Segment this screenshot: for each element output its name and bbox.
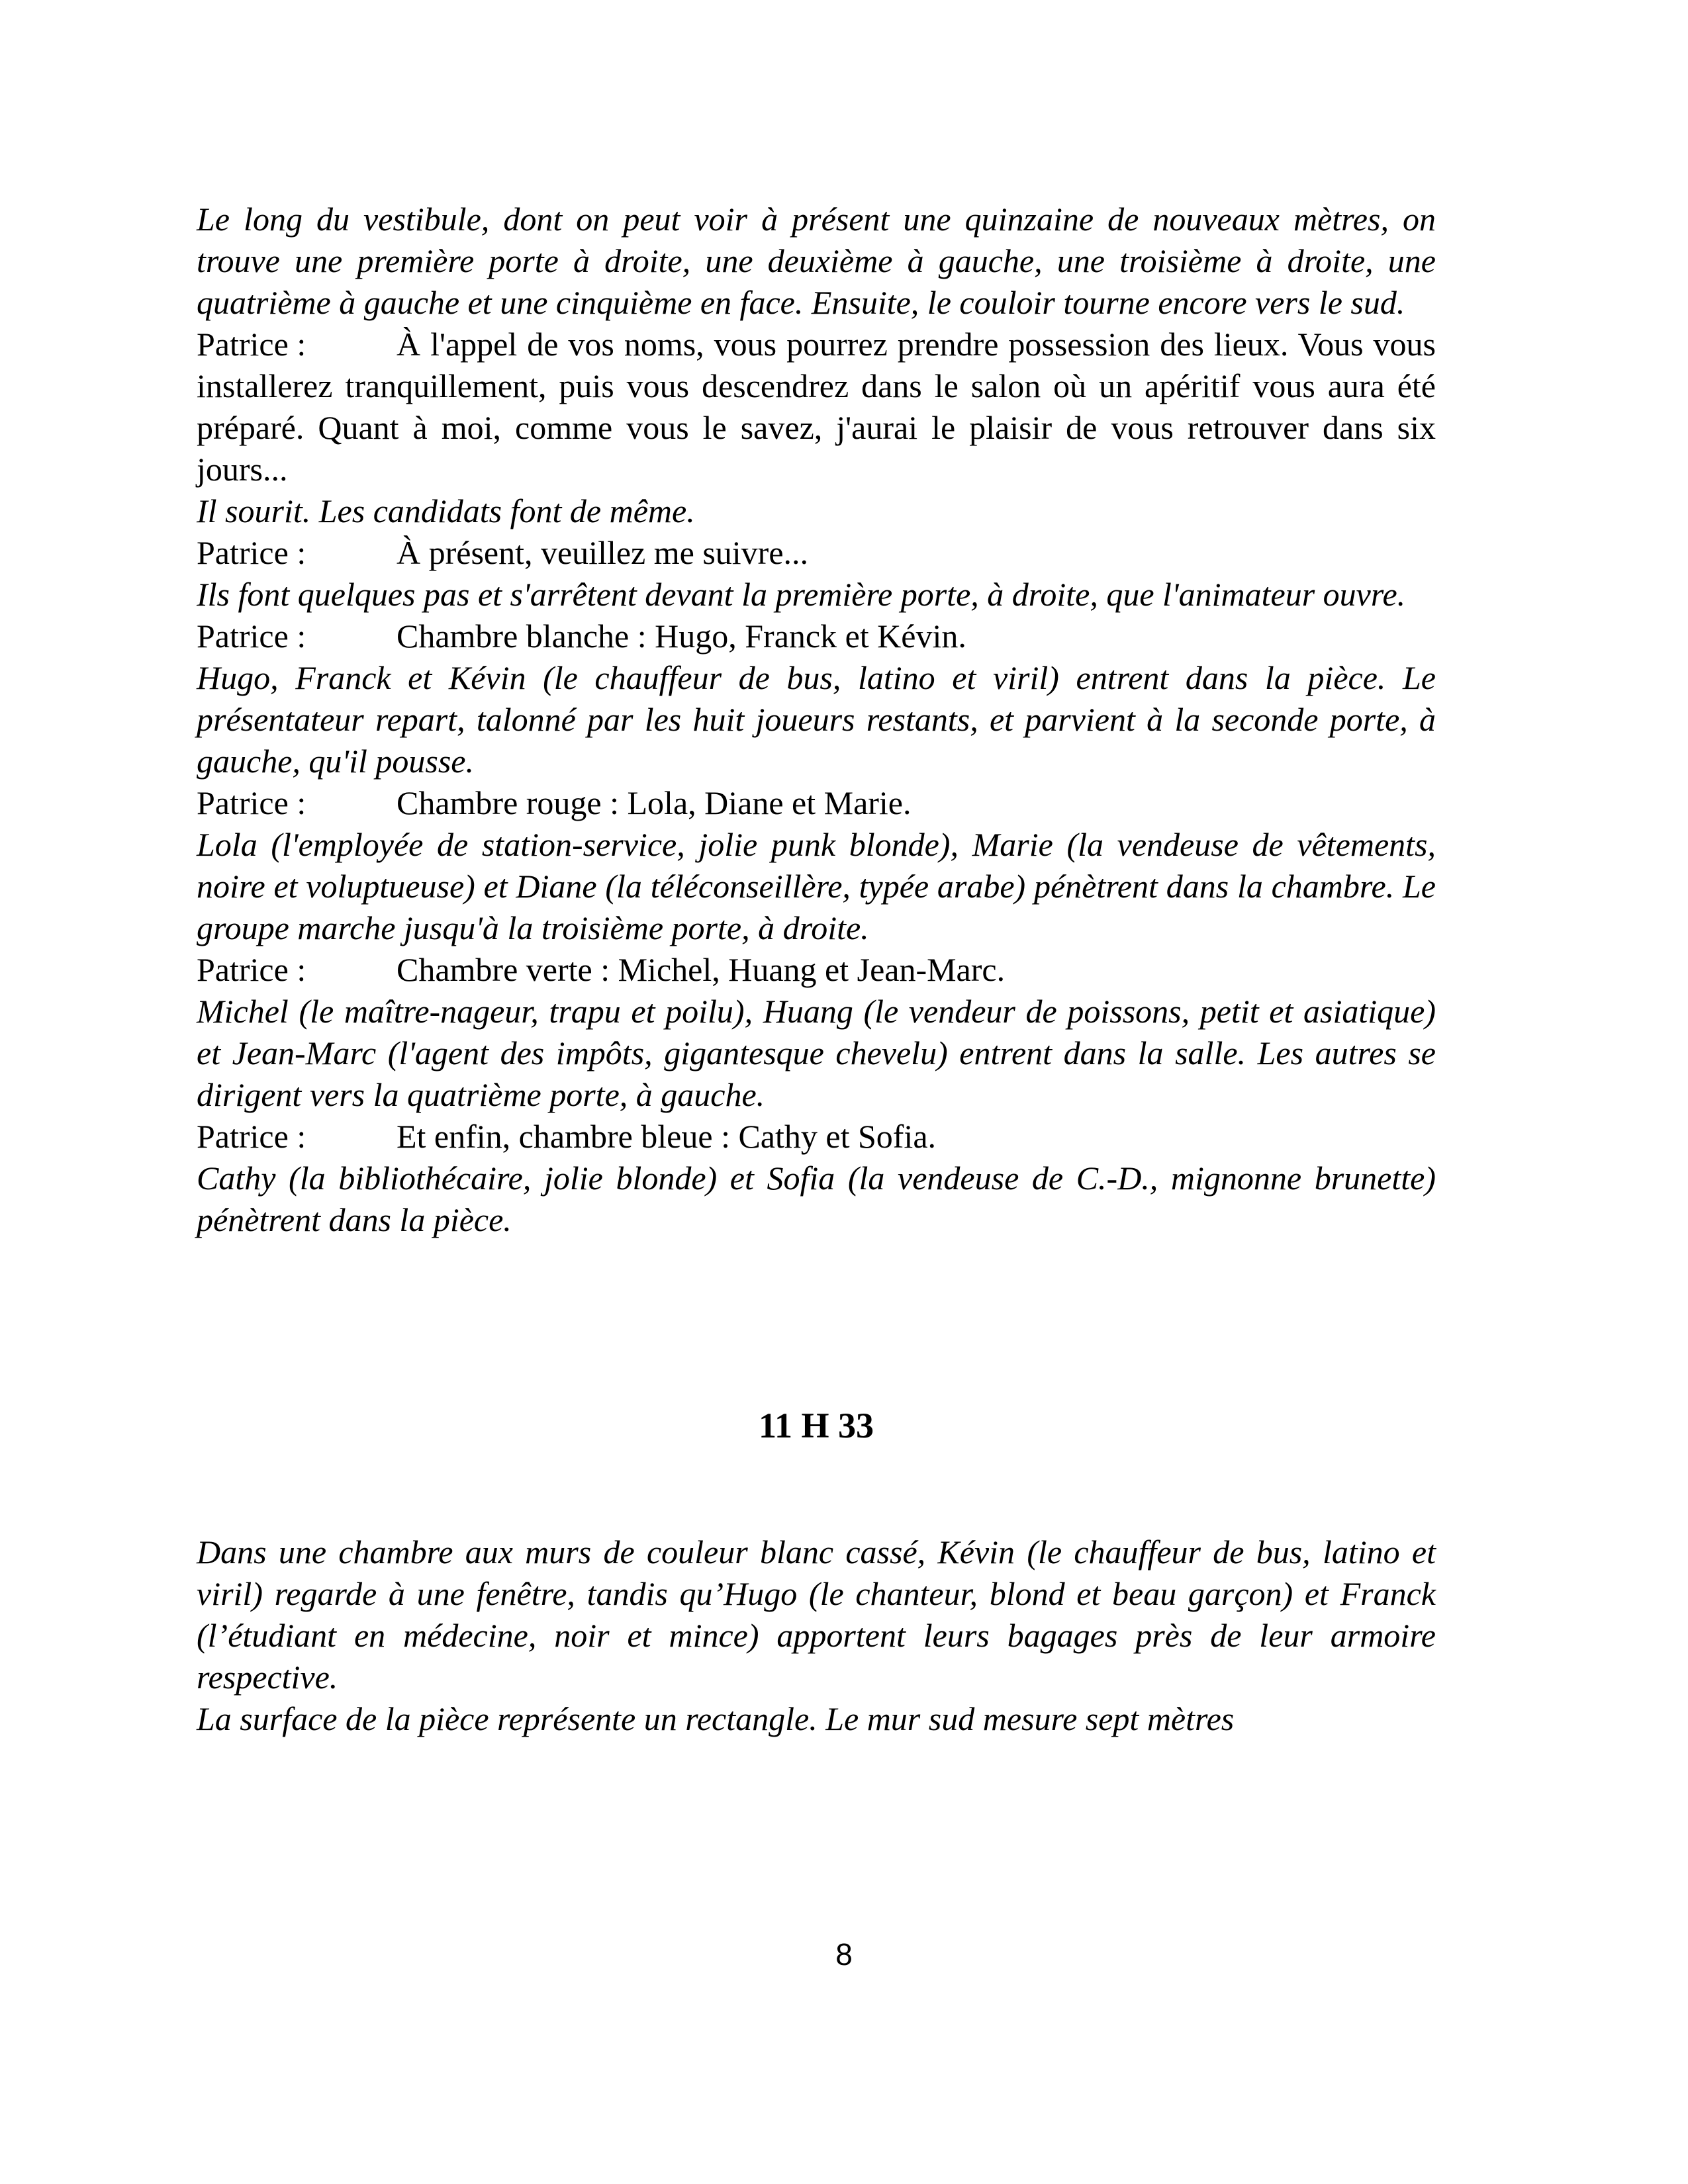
dialogue-line xyxy=(197,615,1436,657)
stage-direction: Michel (le maître-nageur, trapu et poilu), Huang (le vendeur de poissons, petit et asiatique) et Jean-Marc (l'agent des impôts, gigantesque chevelu) entrent dans la salle. Les autres se dirigent vers la quatrième porte, à gauche. xyxy=(197,993,1436,1113)
dialogue-line xyxy=(197,532,1436,574)
dialogue-text: À l'appel de vos noms, vous pourrez prendre possession des lieux. Vous vous installerez tranquillement, puis vous descendrez dans le salon où un apéritif vous aura été préparé. Quant à moi, comme vous le savez, j'aurai le plaisir de vous retrouver dans six jours... xyxy=(197,326,1436,488)
speaker-label: Patrice : xyxy=(197,784,306,821)
dialogue-text: Chambre verte : Michel, Huang et Jean-Marc. xyxy=(397,951,1006,988)
speaker-label: Patrice : xyxy=(197,617,306,655)
speaker-label: Patrice : xyxy=(197,1118,306,1155)
page-number: 8 xyxy=(835,1937,853,1972)
scene-time-heading: 11 H 33 xyxy=(758,1406,874,1445)
stage-direction: Lola (l'employée de station-service, jolie punk blonde), Marie (la vendeuse de vêtements, noire et voluptueuse) et Diane (la téléconseillère, typée arabe) pénètrent dans la chambre. Le groupe marche jusqu'à la troisième porte, à droite. xyxy=(197,826,1436,946)
dialogue-text: Chambre blanche : Hugo, Franck et Kévin. xyxy=(397,617,966,655)
stage-direction: Il sourit. Les candidats font de même. xyxy=(197,492,695,529)
dialogue-line xyxy=(197,1116,1436,1158)
stage-direction: Hugo, Franck et Kévin (le chauffeur de bus, latino et viril) entrent dans la pièce. Le présentateur repart, talonné par les huit joueurs restants, et parvient à la seconde porte, à gauche, qu'il pousse. xyxy=(197,659,1436,780)
stage-direction: Le long du vestibule, dont on peut voir à présent une quinzaine de nouveaux mètres, on trouve une première porte à droite, une deuxième à gauche, une troisième à droite, une quatrième à gauche et une cinquième en face. Ensuite, le couloir tourne encore vers le sud. xyxy=(197,201,1436,321)
stage-direction: Ils font quelques pas et s'arrêtent devant la première porte, à droite, que l'animateur ouvre. xyxy=(197,576,1406,613)
dialogue-text: Et enfin, chambre bleue : Cathy et Sofia. xyxy=(397,1118,937,1155)
stage-direction: Cathy (la bibliothécaire, jolie blonde) et Sofia (la vendeuse de C.-D., mignonne brunette) pénètrent dans la pièce. xyxy=(197,1160,1436,1238)
dialogue-line xyxy=(197,949,1436,991)
speaker-label: Patrice : xyxy=(197,534,306,571)
dialogue-line xyxy=(197,324,1436,490)
speaker-label: Patrice : xyxy=(197,326,306,363)
stage-direction: Dans une chambre aux murs de couleur blanc cassé, Kévin (le chauffeur de bus, latino et viril) regarde à une fenêtre, tandis qu’Hugo (le chanteur, blond et beau garçon) et Franck (l’étudiant en médecine, noir et mince) apportent leurs bagages près de leur armoire respective. xyxy=(197,1533,1436,1696)
dialogue-line xyxy=(197,782,1436,824)
script-body xyxy=(197,199,1436,1740)
stage-direction: La surface de la pièce représente un rectangle. Le mur sud mesure sept mètres xyxy=(197,1700,1235,1737)
dialogue-text: À présent, veuillez me suivre... xyxy=(397,534,809,571)
dialogue-text: Chambre rouge : Lola, Diane et Marie. xyxy=(397,784,912,821)
speaker-label: Patrice : xyxy=(197,951,306,988)
